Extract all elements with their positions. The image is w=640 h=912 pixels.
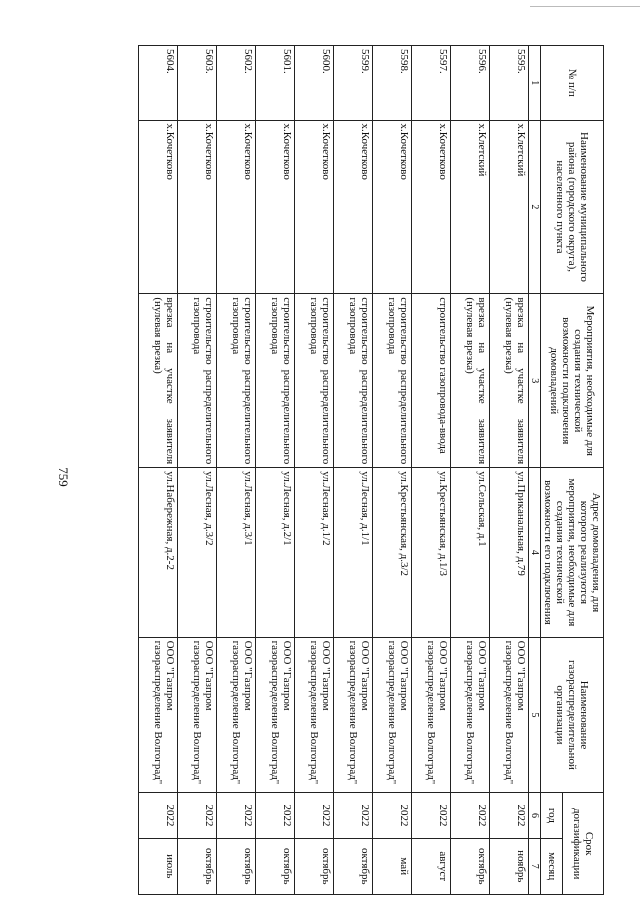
table-row	[490, 46, 529, 895]
month-cell: октябрь	[334, 838, 373, 894]
row-number: 5599.	[334, 46, 373, 121]
row-number: 5598.	[373, 46, 412, 121]
column-number: 2	[529, 120, 541, 294]
organization-cell: ООО "Газпром газораспределение Волгоград"	[139, 637, 178, 793]
table-row	[256, 46, 295, 895]
table-row	[412, 46, 451, 895]
month-cell: октябрь	[451, 838, 490, 894]
settlement-cell: х.Кочетково	[334, 120, 373, 294]
month-cell: октябрь	[217, 838, 256, 894]
settlement-cell: х.Клетский	[451, 120, 490, 294]
year-cell: 2022	[373, 793, 412, 838]
address-cell: ул.Лесная, д.1/1	[334, 468, 373, 637]
month-cell: октябрь	[295, 838, 334, 894]
settlement-cell: х.Кочетково	[217, 120, 256, 294]
header-measures: Мероприятия, необходимые для создания технической возможности подключения домовладений	[541, 294, 604, 468]
column-number: 4	[529, 468, 541, 637]
settlement-cell: х.Кочетково	[373, 120, 412, 294]
row-number: 5596.	[451, 46, 490, 121]
table-row	[451, 46, 490, 895]
settlement-cell: х.Кочетково	[139, 120, 178, 294]
table-row	[334, 46, 373, 895]
measure-cell: врезка на участке заявителя (нулевая врезка)	[139, 294, 178, 468]
header-num: № п/п	[541, 46, 604, 121]
header-district: Наименование муниципального района (городского округа), населенного пункта	[541, 120, 604, 294]
year-cell: 2022	[451, 793, 490, 838]
header-month: месяц	[541, 838, 564, 894]
address-cell: ул.Крестьянская, д.1/3	[412, 468, 451, 637]
measure-cell: строительство распределительного газопровода	[334, 294, 373, 468]
address-cell: ул.Лесная, д.3/2	[178, 468, 217, 637]
year-cell: 2022	[139, 793, 178, 838]
measure-cell: строительство распределительного газопровода	[373, 294, 412, 468]
settlement-cell: х.Кочетково	[256, 120, 295, 294]
month-cell: октябрь	[256, 838, 295, 894]
address-cell: ул.Крестьянская, д.3/2	[373, 468, 412, 637]
table-row	[295, 46, 334, 895]
settlement-cell: х.Кочетково	[412, 120, 451, 294]
column-number: 7	[529, 838, 541, 894]
year-cell: 2022	[490, 793, 529, 838]
table-row	[139, 46, 178, 895]
row-number: 5595.	[490, 46, 529, 121]
month-cell: октябрь	[178, 838, 217, 894]
address-cell: ул.Лесная, д.3/1	[217, 468, 256, 637]
organization-cell: ООО "Газпром газораспределение Волгоград"	[412, 637, 451, 793]
organization-cell: ООО "Газпром газораспределение Волгоград"	[217, 637, 256, 793]
top-edge-line	[530, 6, 640, 7]
organization-cell: ООО "Газпром газораспределение Волгоград"	[334, 637, 373, 793]
column-number: 6	[529, 793, 541, 838]
table-header	[529, 46, 604, 895]
table-row	[373, 46, 412, 895]
year-cell: 2022	[412, 793, 451, 838]
measure-cell: строительство распределительного газопровода	[217, 294, 256, 468]
header-address: Адрес домовладения, для которого реализуются мероприятия, необходимые для создания технической возможности его подключения	[541, 468, 604, 637]
measure-cell: строительство распределительного газопровода	[178, 294, 217, 468]
column-number: 5	[529, 637, 541, 793]
address-cell: ул.Приканальная, д.79	[490, 468, 529, 637]
measure-cell: строительство газопровода-ввода	[412, 294, 451, 468]
month-cell: май	[373, 838, 412, 894]
month-cell: август	[412, 838, 451, 894]
address-cell: ул.Лесная, д.1/2	[295, 468, 334, 637]
row-number: 5601.	[256, 46, 295, 121]
year-cell: 2022	[178, 793, 217, 838]
rotated-table-area	[86, 45, 604, 895]
column-number: 1	[529, 46, 541, 121]
address-cell: ул.Лесная, д.2/1	[256, 468, 295, 637]
row-number: 5597.	[412, 46, 451, 121]
year-cell: 2022	[334, 793, 373, 838]
settlement-cell: х.Клетский	[490, 120, 529, 294]
address-cell: ул.Набережная, д.2-2	[139, 468, 178, 637]
column-number-row	[529, 46, 541, 895]
header-org: Наименование газораспределительной организации	[541, 637, 604, 793]
measure-cell: врезка на участке заявителя (нулевая врезка)	[490, 294, 529, 468]
organization-cell: ООО "Газпром газораспределение Волгоград"	[295, 637, 334, 793]
address-cell: ул.Сельская, д.1	[451, 468, 490, 637]
header-term: Срок догазификации	[563, 793, 604, 895]
organization-cell: ООО "Газпром газораспределение Волгоград"	[451, 637, 490, 793]
table-body	[139, 46, 529, 895]
month-cell: ноябрь	[490, 838, 529, 894]
measure-cell: строительство распределительного газопровода	[256, 294, 295, 468]
table-row	[217, 46, 256, 895]
settlement-cell: х.Кочетково	[295, 120, 334, 294]
row-number: 5603.	[178, 46, 217, 121]
organization-cell: ООО "Газпром газораспределение Волгоград"	[178, 637, 217, 793]
measure-cell: строительство распределительного газопровода	[295, 294, 334, 468]
year-cell: 2022	[217, 793, 256, 838]
measure-cell: врезка на участке заявителя (нулевая врезка)	[451, 294, 490, 468]
settlement-cell: х.Кочетково	[178, 120, 217, 294]
row-number: 5604.	[139, 46, 178, 121]
month-cell: июль	[139, 838, 178, 894]
header-year: год	[541, 793, 564, 838]
table-row	[178, 46, 217, 895]
column-number: 3	[529, 294, 541, 468]
organization-cell: ООО "Газпром газораспределение Волгоград"	[256, 637, 295, 793]
organization-cell: ООО "Газпром газораспределение Волгоград"	[373, 637, 412, 793]
year-cell: 2022	[256, 793, 295, 838]
row-number: 5600.	[295, 46, 334, 121]
year-cell: 2022	[295, 793, 334, 838]
gasification-table	[138, 45, 604, 895]
row-number: 5602.	[217, 46, 256, 121]
page-number: 759	[56, 467, 71, 487]
organization-cell: ООО "Газпром газораспределение Волгоград"	[490, 637, 529, 793]
